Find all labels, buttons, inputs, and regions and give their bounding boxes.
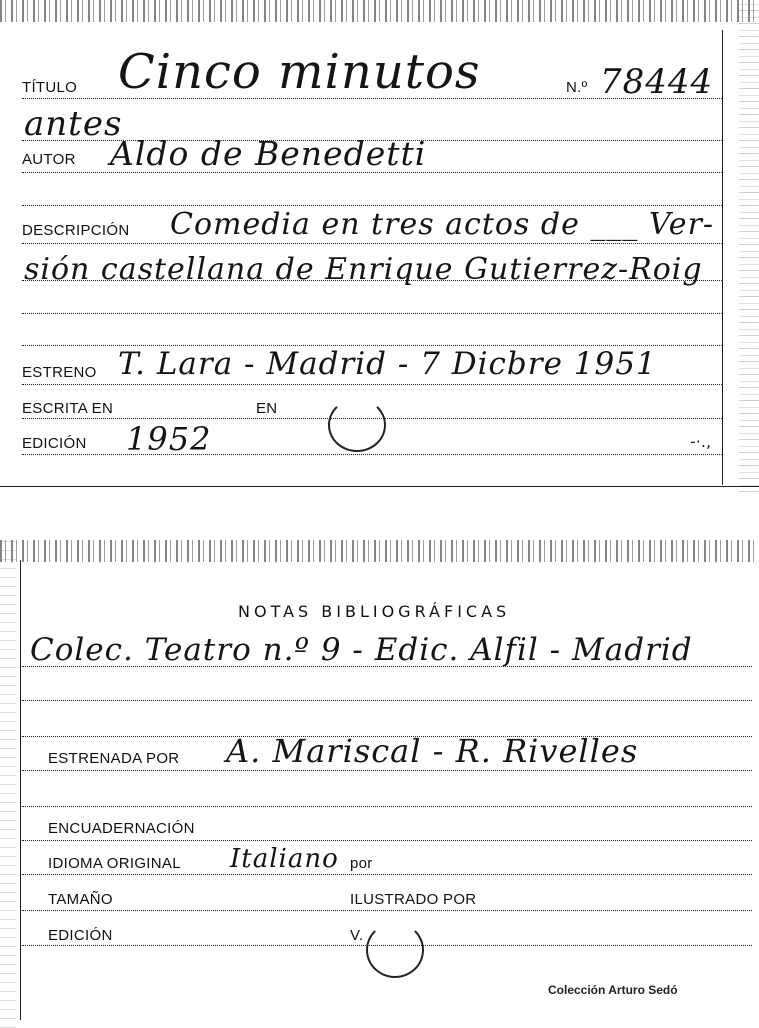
description-handwritten-line2: sión castellana de Enrique Gutierrez-Roig (24, 252, 703, 287)
edition-handwritten: 1952 (126, 420, 212, 458)
card-border-left (20, 560, 21, 1020)
number-label: N.º (566, 79, 588, 96)
edition-label-bottom: EDICIÓN (48, 927, 113, 944)
catalog-card-front (0, 0, 759, 492)
premiered-by-label: ESTRENADA POR (48, 750, 180, 767)
rule-premiere (22, 384, 722, 385)
card-bottom-edge-texture (0, 540, 759, 562)
premiere-label: ESTRENO (22, 364, 97, 381)
rule-size (22, 910, 752, 911)
card-top-edge-texture (0, 0, 759, 22)
edition-label: EDICIÓN (22, 435, 87, 452)
description-label: DESCRIPCIÓN (22, 222, 130, 239)
rule-premiered-by (22, 770, 752, 771)
register-number: 78444 (600, 62, 714, 102)
stamp-mark (328, 398, 386, 452)
collection-footer: Colección Arturo Sedó (548, 983, 678, 997)
rule-notes-2 (22, 700, 752, 701)
stamp-mark-bottom (366, 922, 424, 978)
rule-blank-4 (22, 806, 752, 807)
original-language-label: IDIOMA ORIGINAL (48, 855, 181, 872)
written-in-label: EN (256, 400, 278, 417)
rule-blank-2 (22, 313, 722, 314)
title-handwritten-line1: Cinco minutos (118, 44, 481, 100)
premiere-handwritten: T. Lara - Madrid - 7 Dicbre 1951 (118, 346, 657, 382)
rule-edition (22, 454, 722, 455)
title-handwritten-line2: antes (24, 104, 123, 144)
author-label: AUTOR (22, 151, 76, 168)
catalog-card-back (0, 540, 759, 1028)
binding-label: ENCUADERNACIÓN (48, 820, 195, 837)
corner-mark: -·., (690, 432, 712, 451)
card-left-edge-texture (0, 540, 16, 1028)
rule-language (22, 874, 752, 875)
rule-binding (22, 840, 752, 841)
description-handwritten-line1: Comedia en tres actos de ___ Ver- (170, 207, 715, 242)
card-separator (0, 486, 759, 487)
notes-handwritten-line1: Colec. Teatro n.º 9 - Edic. Alfil - Madrid (30, 632, 693, 668)
rule-notes-1 (22, 666, 752, 667)
card-border-right (722, 30, 723, 485)
rule-title (22, 98, 722, 99)
premiered-by-handwritten: A. Mariscal - R. Rivelles (226, 732, 639, 770)
illustrated-by-label: ILUSTRADO POR (350, 891, 477, 908)
rule-description-1 (22, 243, 722, 244)
rule-author (22, 172, 722, 173)
author-handwritten: Aldo de Benedetti (110, 134, 427, 173)
original-language-handwritten: Italiano (230, 844, 339, 874)
size-label: TAMAÑO (48, 891, 113, 908)
title-label: TÍTULO (22, 79, 78, 96)
rule-blank-1 (22, 205, 722, 206)
card-right-edge-texture (739, 0, 759, 492)
v-label: V. (350, 927, 364, 944)
bibliographic-notes-heading: NOTAS BIBLIOGRÁFICAS (238, 602, 511, 621)
written-label: ESCRITA EN (22, 400, 114, 417)
by-label: por (350, 855, 373, 872)
rule-description-2 (22, 280, 722, 281)
